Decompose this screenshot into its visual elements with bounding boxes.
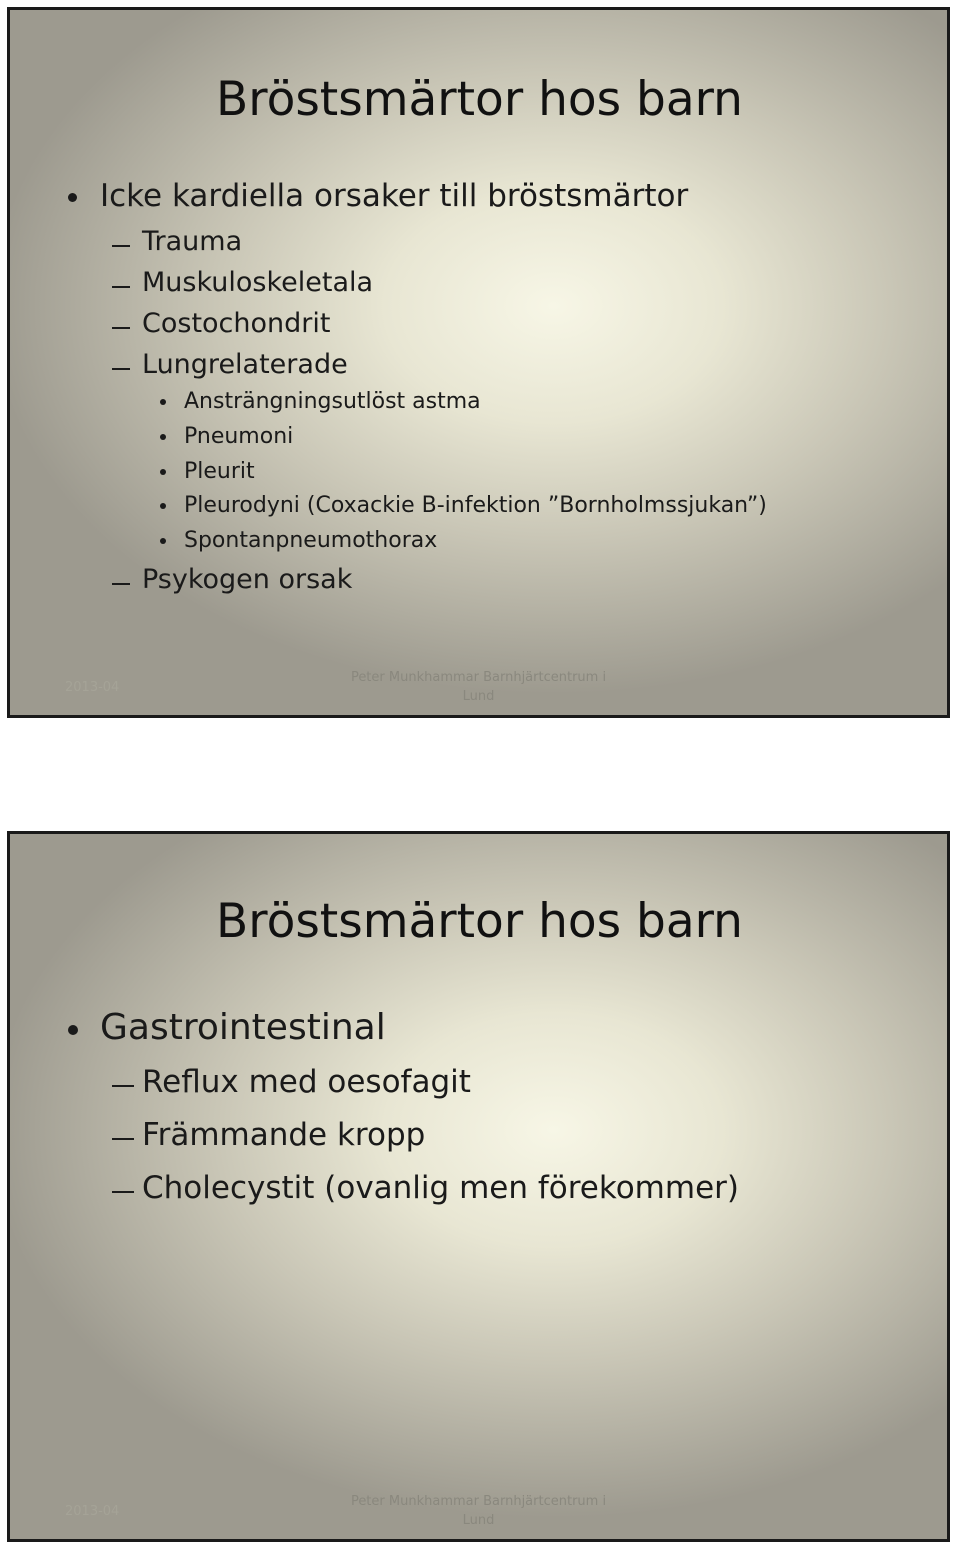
list-item: Trauma — [142, 226, 243, 257]
list-item: Icke kardiella orsaker till bröstsmärtor — [100, 178, 689, 214]
bullet-icon — [160, 538, 166, 544]
dash-icon — [112, 245, 130, 247]
footer-line: Peter Munkhammar Barnhjärtcentrum i — [350, 1494, 607, 1509]
slide-title — [10, 894, 947, 949]
footer-line: Lund — [462, 689, 495, 704]
slide-title-text: Bröstsmärtor hos barn — [216, 894, 743, 949]
list-item: Cholecystit (ovanlig men förekommer) — [142, 1170, 739, 1206]
list-item: Pneumoni — [184, 424, 294, 449]
list-item: Psykogen orsak — [142, 564, 353, 595]
footer-date: 2013-04 — [65, 1504, 120, 1519]
dash-icon — [112, 1138, 134, 1140]
bullet-icon — [160, 469, 166, 475]
list-item: Främmande kropp — [142, 1117, 426, 1153]
dash-icon — [112, 583, 130, 585]
dash-icon — [112, 1191, 134, 1193]
slide-1 — [7, 7, 950, 718]
bullet-icon — [160, 503, 166, 509]
list-item: Pleurodyni (Coxackie B-infektion ”Bornholmssjukan”) — [184, 493, 767, 518]
list-item: Ansträngningsutlöst astma — [184, 389, 481, 414]
footer-date: 2013-04 — [65, 680, 120, 695]
list-item: Spontanpneumothorax — [184, 528, 438, 553]
list-item: Lungrelaterade — [142, 349, 348, 380]
bullet-icon — [160, 399, 166, 405]
slide-2 — [7, 831, 950, 1542]
list-item: Reflux med oesofagit — [142, 1064, 471, 1100]
footer-line: Lund — [462, 1513, 495, 1528]
list-item: Gastrointestinal — [100, 1007, 386, 1048]
list-item: Muskuloskeletala — [142, 267, 374, 298]
bullet-icon — [160, 434, 166, 440]
bullet-icon — [68, 193, 77, 202]
dash-icon — [112, 1085, 134, 1087]
dash-icon — [112, 327, 130, 329]
bullet-icon — [68, 1025, 78, 1035]
list-item: Costochondrit — [142, 308, 331, 339]
dash-icon — [112, 368, 130, 370]
footer — [10, 668, 947, 706]
footer-line: Peter Munkhammar Barnhjärtcentrum i — [350, 670, 607, 685]
dash-icon — [112, 286, 130, 288]
slide-title-text: Bröstsmärtor hos barn — [216, 72, 743, 127]
list-item: Pleurit — [184, 459, 255, 484]
footer — [10, 1492, 947, 1530]
slide-title — [10, 72, 947, 127]
